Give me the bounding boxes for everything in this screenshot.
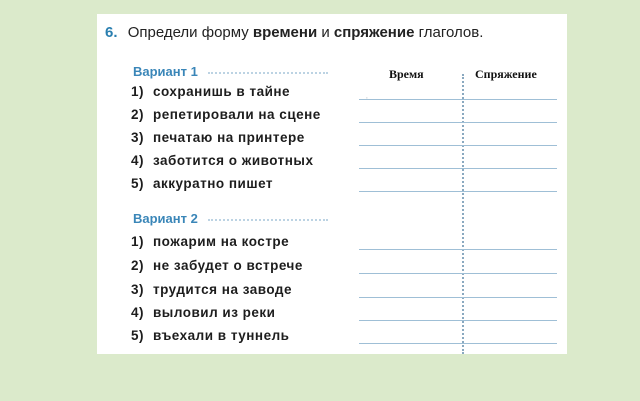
item-text: трудится на заводе xyxy=(153,282,293,297)
column-header-time: Время xyxy=(389,67,424,81)
variant2-answer-line-2[interactable] xyxy=(359,273,557,274)
variant2-item-4 xyxy=(131,305,275,320)
variant2-item-1 xyxy=(131,234,289,249)
task-text-before: Определи форму xyxy=(127,24,249,41)
variant1-label xyxy=(133,64,328,79)
item-number: 5) xyxy=(131,176,145,191)
item-text: печатаю на принтере xyxy=(153,130,305,145)
item-text: аккуратно пишет xyxy=(153,176,274,191)
column-header-conjugation: Спряжение xyxy=(475,67,537,81)
variant1-item-2 xyxy=(131,107,321,122)
variant1-item-5 xyxy=(131,176,273,191)
variant1-answer-line-2[interactable] xyxy=(359,122,557,123)
task-text-and: и xyxy=(321,24,330,41)
variant1-answer-line-4[interactable] xyxy=(359,168,557,169)
task-keyword-conjugation: спряжение xyxy=(333,24,415,41)
item-text: заботится о животных xyxy=(153,153,314,168)
column-divider xyxy=(462,74,464,354)
variant2-item-3 xyxy=(131,282,292,297)
task-text-after: глаголов. xyxy=(418,24,484,41)
variant2-answer-line-4[interactable] xyxy=(359,320,557,321)
item-number: 2) xyxy=(131,107,145,122)
item-number: 1) xyxy=(131,234,145,249)
variant1-item-4 xyxy=(131,153,313,168)
variant2-dotted-line xyxy=(208,219,328,221)
item-number: 5) xyxy=(131,328,145,343)
item-text: не забудет о встрече xyxy=(153,258,303,273)
task-number: 6. xyxy=(105,24,118,41)
variant1-label-text: Вариант 1 xyxy=(133,64,198,79)
variant1-item-3 xyxy=(131,130,305,145)
variant2-answer-line-5[interactable] xyxy=(359,343,557,344)
variant2-item-2 xyxy=(131,258,303,273)
item-text: сохранишь в тайне xyxy=(153,84,291,99)
variant2-answer-line-3[interactable] xyxy=(359,297,557,298)
item-text: выловил из реки xyxy=(153,305,276,320)
item-number: 2) xyxy=(131,258,145,273)
item-text: пожарим на костре xyxy=(153,234,290,249)
variant1-answer-line-1[interactable] xyxy=(359,99,557,100)
item-number: 3) xyxy=(131,130,145,145)
item-text: репетировали на сцене xyxy=(153,107,321,122)
task-keyword-time: времени xyxy=(252,24,318,41)
variant1-answer-line-3[interactable] xyxy=(359,145,557,146)
variant1-answer-line-5[interactable] xyxy=(359,191,557,192)
variant2-label-text: Вариант 2 xyxy=(133,211,198,226)
item-text: въехали в туннель xyxy=(153,328,290,343)
task-header xyxy=(105,24,483,41)
item-number: 4) xyxy=(131,153,145,168)
variant2-item-5 xyxy=(131,328,289,343)
item-number: 1) xyxy=(131,84,145,99)
show-through-text: · xyxy=(365,92,369,104)
item-number: 4) xyxy=(131,305,145,320)
variant2-answer-line-1[interactable] xyxy=(359,249,557,250)
variant1-item-1 xyxy=(131,84,290,99)
variant1-dotted-line xyxy=(208,72,328,74)
worksheet-page xyxy=(97,14,567,354)
item-number: 3) xyxy=(131,282,145,297)
variant2-label xyxy=(133,211,328,226)
